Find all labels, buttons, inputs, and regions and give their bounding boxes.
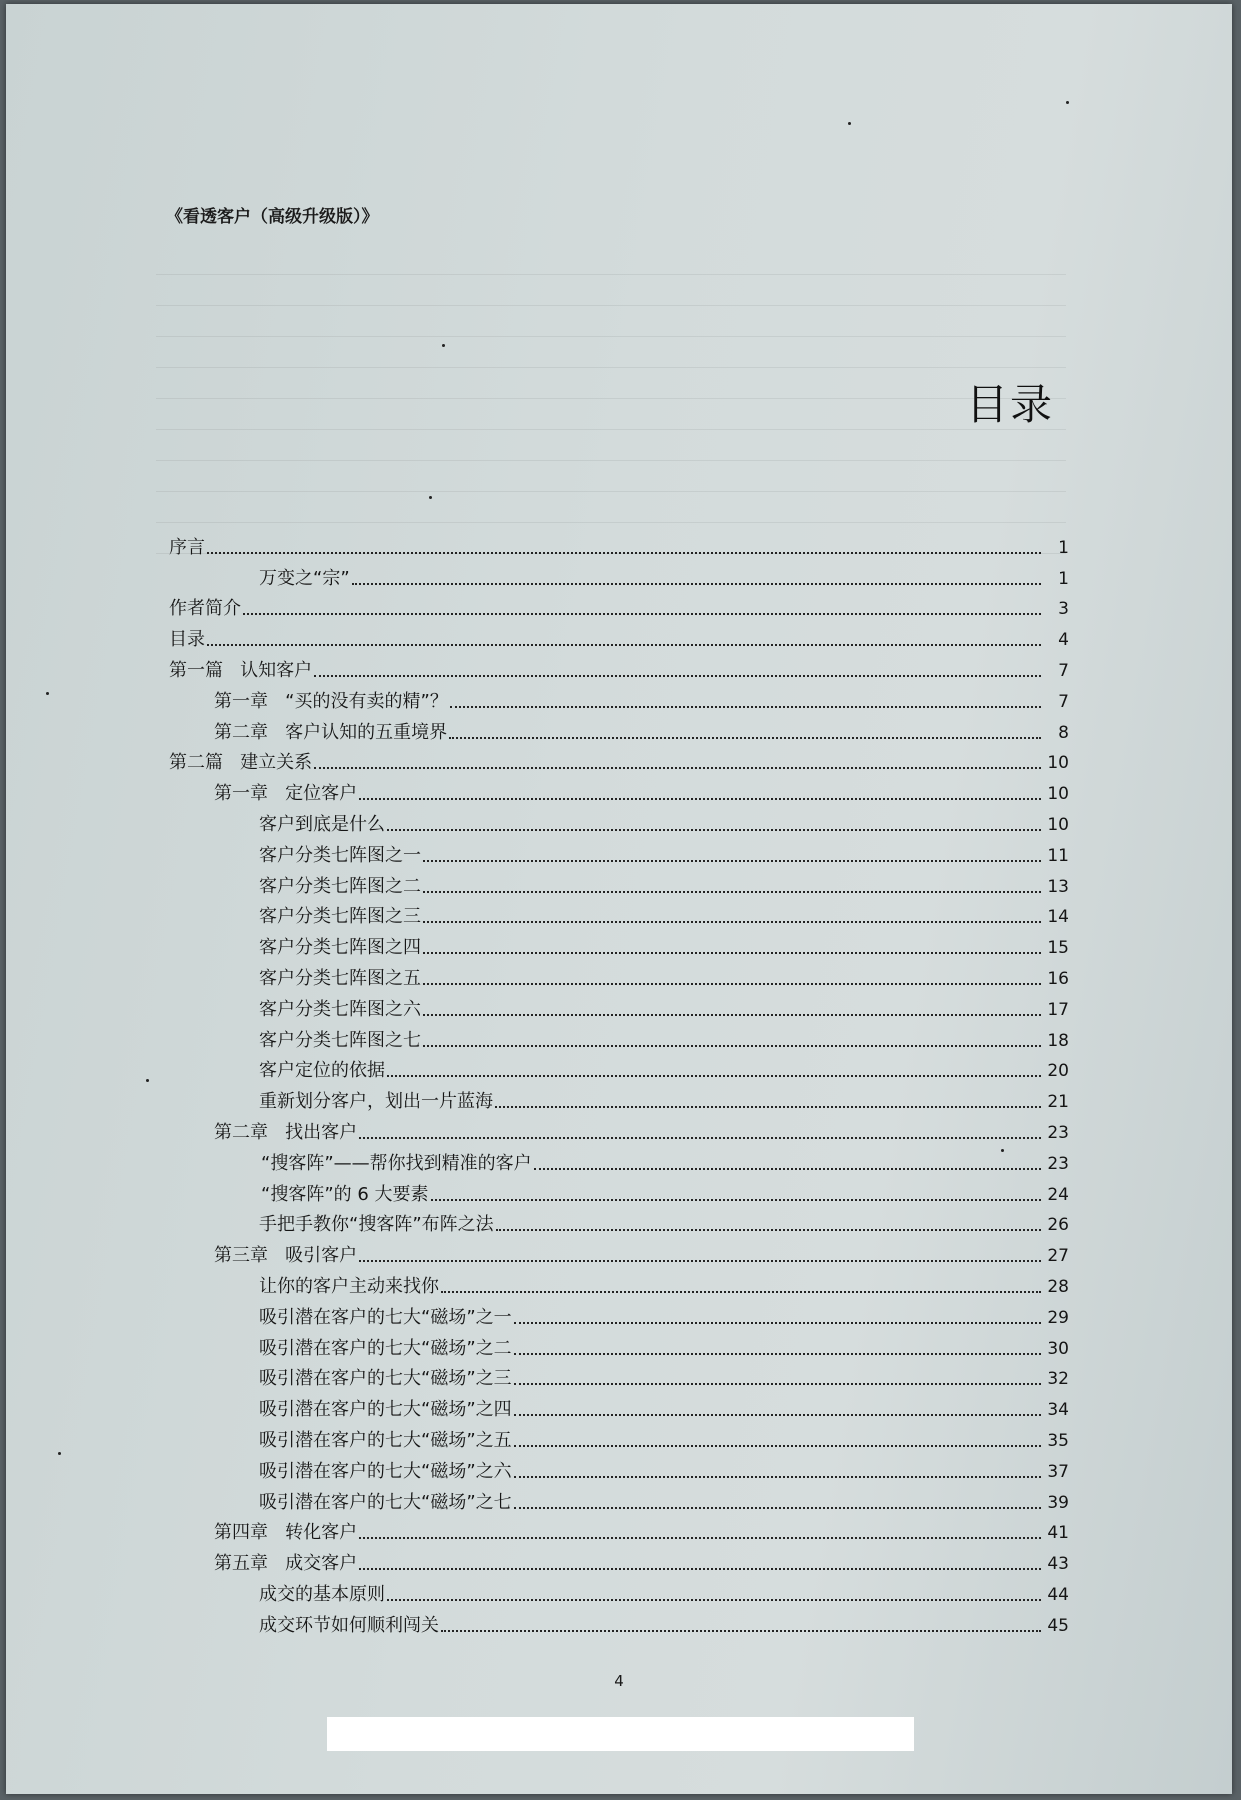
toc-entry-page: 28 [1047,1276,1069,1297]
scan-speck [442,344,445,347]
toc-entry-title: 吸引潜在客户的七大“磁场”之七 [259,1491,512,1513]
toc-entry-title: 让你的客户主动来找你 [259,1275,439,1297]
scan-speck [46,692,49,695]
toc-entry-page: 16 [1047,968,1069,989]
toc-entry [169,1452,1069,1483]
toc-entry-title: 客户分类七阵图之六 [259,998,421,1020]
dot-leader [441,1630,1041,1632]
dot-leader [423,860,1041,862]
toc-entry [169,528,1069,559]
toc-entry [169,1175,1069,1206]
toc-entry-page: 39 [1047,1492,1069,1513]
toc-entry-page: 24 [1047,1184,1069,1205]
scan-speck [58,1452,61,1455]
toc-entry [169,1575,1069,1606]
toc-entry [169,990,1069,1021]
dot-leader [449,737,1041,739]
toc-entry [169,1421,1069,1452]
dot-leader [314,767,1041,769]
dot-leader [359,1568,1041,1570]
toc-entry-page: 23 [1047,1153,1069,1174]
toc-entry [169,713,1069,744]
toc-entry-title: 吸引潜在客户的七大“磁场”之一 [259,1306,512,1328]
toc-entry [169,559,1069,590]
toc-entry-page: 3 [1058,599,1069,620]
dot-leader [359,798,1041,800]
toc-entry-title: 第二章 客户认知的五重境界 [214,721,448,743]
toc-entry [169,1021,1069,1052]
toc-entry-title: 客户到底是什么 [259,813,385,835]
toc-entry-page: 15 [1047,938,1069,959]
dot-leader [423,921,1041,923]
bleed-through-text [156,244,1066,544]
toc-entry-title: 客户分类七阵图之二 [259,875,421,897]
toc-entry-page: 4 [1058,630,1069,651]
toc-entry-title: 客户定位的依据 [259,1060,385,1082]
toc-entry [169,682,1069,713]
toc-entry [169,1236,1069,1267]
scan-speck [429,496,432,499]
dot-leader [359,1260,1041,1262]
toc-entry-title: 第一篇 认知客户 [169,659,313,681]
toc-entry-title: 成交的基本原则 [259,1583,385,1605]
toc-entry [169,1144,1069,1175]
toc-entry-page: 13 [1047,876,1069,897]
toc-entry-page: 41 [1047,1523,1069,1544]
toc-entry-page: 20 [1047,1061,1069,1082]
toc-entry-title: 客户分类七阵图之一 [259,844,421,866]
toc-entry-page: 35 [1047,1430,1069,1451]
toc-entry-page: 14 [1047,907,1069,928]
toc-entry [169,867,1069,898]
toc-entry-page: 32 [1047,1369,1069,1390]
dot-leader [359,1137,1041,1139]
toc-entry [169,836,1069,867]
dot-leader [207,644,1041,646]
toc-entry-title: “搜客阵”的 6 大要素 [261,1183,429,1205]
scan-speck [146,1079,149,1082]
table-of-contents [169,528,1069,1637]
toc-entry-page: 26 [1047,1215,1069,1236]
toc-entry [169,1329,1069,1360]
toc-entry-page: 23 [1047,1122,1069,1143]
toc-entry [169,1514,1069,1545]
redaction-box [327,1717,914,1751]
toc-entry [169,1082,1069,1113]
dot-leader [441,1291,1041,1293]
toc-entry-page: 27 [1047,1246,1069,1267]
toc-entry-title: 序言 [169,536,205,558]
dot-leader [514,1476,1041,1478]
toc-entry-page: 18 [1047,1030,1069,1051]
dot-leader [423,891,1041,893]
dot-leader [387,829,1041,831]
dot-leader [514,1414,1041,1416]
toc-entry [169,1052,1069,1083]
toc-entry [169,1606,1069,1637]
toc-heading: 目录 [966,380,1055,429]
toc-entry-title: 吸引潜在客户的七大“磁场”之六 [259,1460,512,1482]
dot-leader [243,613,1041,615]
toc-entry [169,1206,1069,1237]
toc-entry-page: 11 [1047,845,1069,866]
toc-entry-title: 作者简介 [169,598,241,620]
toc-entry-title: 第四章 转化客户 [214,1522,358,1544]
toc-entry-title: 万变之“宗” [259,567,350,589]
toc-entry-title: 吸引潜在客户的七大“磁场”之四 [259,1399,512,1421]
toc-entry-page: 43 [1047,1554,1069,1575]
dot-leader [359,1537,1041,1539]
toc-entry-title: 手把手教你“搜客阵”布阵之法 [259,1214,494,1236]
toc-entry-page: 10 [1047,814,1069,835]
toc-entry-page: 8 [1058,722,1069,743]
dot-leader [423,1014,1041,1016]
toc-entry [169,1544,1069,1575]
toc-entry [169,959,1069,990]
toc-entry-title: 客户分类七阵图之七 [259,1029,421,1051]
toc-entry-title: “搜客阵”——帮你找到精准的客户 [261,1152,532,1174]
toc-entry [169,1390,1069,1421]
document-page [6,4,1232,1794]
toc-entry-page: 10 [1047,753,1069,774]
dot-leader [514,1353,1041,1355]
toc-entry-title: 吸引潜在客户的七大“磁场”之三 [259,1368,512,1390]
toc-entry-title: 成交环节如何顺利闯关 [259,1614,439,1636]
toc-entry [169,620,1069,651]
toc-entry [169,805,1069,836]
dot-leader [514,1445,1041,1447]
toc-entry [169,1267,1069,1298]
dot-leader [431,1199,1041,1201]
toc-entry [169,744,1069,775]
toc-entry-page: 1 [1058,568,1069,589]
toc-entry [169,590,1069,621]
toc-entry-title: 客户分类七阵图之三 [259,906,421,928]
dot-leader [387,1599,1041,1601]
toc-entry-page: 29 [1047,1307,1069,1328]
toc-entry-title: 第一章 “买的没有卖的精”？ [214,690,448,712]
dot-leader [423,952,1041,954]
dot-leader [534,1168,1041,1170]
page-number: 4 [614,1672,624,1690]
toc-entry [169,651,1069,682]
dot-leader [423,1045,1041,1047]
toc-entry-page: 37 [1047,1461,1069,1482]
toc-entry-title: 客户分类七阵图之五 [259,967,421,989]
toc-entry-title: 第一章 定位客户 [214,783,358,805]
toc-entry-title: 目录 [169,629,205,651]
dot-leader [352,583,1041,585]
toc-entry-page: 21 [1047,1092,1069,1113]
toc-entry-title: 重新划分客户，划出一片蓝海 [259,1091,493,1113]
toc-entry-title: 客户分类七阵图之四 [259,937,421,959]
toc-entry-page: 1 [1058,537,1069,558]
toc-entry [169,1483,1069,1514]
toc-entry [169,928,1069,959]
toc-entry [169,774,1069,805]
dot-leader [450,706,1041,708]
toc-entry-page: 44 [1047,1584,1069,1605]
scan-speck [848,122,851,125]
toc-entry [169,1360,1069,1391]
dot-leader [495,1106,1041,1108]
toc-entry [169,898,1069,929]
toc-entry-page: 34 [1047,1400,1069,1421]
toc-entry-title: 第二篇 建立关系 [169,752,313,774]
toc-entry-title: 吸引潜在客户的七大“磁场”之二 [259,1337,512,1359]
dot-leader [514,1322,1041,1324]
dot-leader [423,983,1041,985]
dot-leader [314,675,1041,677]
toc-entry [169,1113,1069,1144]
toc-entry-title: 第三章 吸引客户 [214,1245,358,1267]
scan-speck [1066,101,1069,104]
scan-speck [1001,1149,1004,1152]
dot-leader [387,1075,1041,1077]
book-title-header: 《看透客户（高级升级版）》 [166,207,379,227]
toc-entry-page: 45 [1047,1615,1069,1636]
toc-entry-title: 第五章 成交客户 [214,1553,358,1575]
toc-entry-page: 17 [1047,999,1069,1020]
toc-entry-page: 7 [1058,691,1069,712]
dot-leader [514,1507,1041,1509]
dot-leader [514,1383,1041,1385]
toc-entry [169,1298,1069,1329]
toc-entry-page: 30 [1047,1338,1069,1359]
dot-leader [207,552,1041,554]
dot-leader [496,1229,1041,1231]
toc-entry-page: 7 [1058,660,1069,681]
toc-entry-page: 10 [1047,784,1069,805]
toc-entry-title: 吸引潜在客户的七大“磁场”之五 [259,1429,512,1451]
toc-entry-title: 第二章 找出客户 [214,1121,358,1143]
